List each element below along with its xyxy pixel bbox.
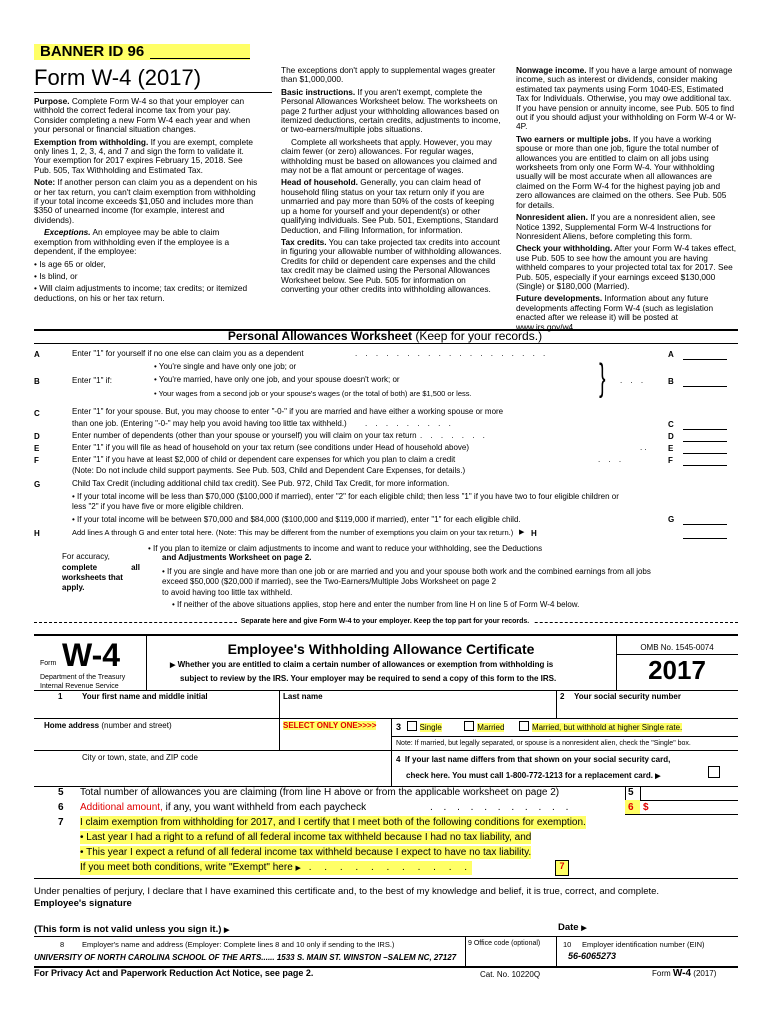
nra-text: If you are a nonresident alien, see Notice 1392, Supplemental Form W-4 Instructions for Nonresident Aliens, before completing this form. — [516, 212, 716, 241]
married-checkbox[interactable] — [464, 721, 474, 731]
single-label: Single — [419, 723, 442, 732]
last-name-label: Last name — [283, 692, 323, 701]
worksheet-title-text: Personal Allowances Worksheet — [227, 329, 412, 343]
line6-rest: if any, you want withheld from each paycheck — [165, 802, 367, 813]
line-letter-d: D — [34, 432, 40, 441]
accuracy-bullet-2c: to avoid having too little tax withheld. — [162, 588, 293, 597]
credits-text: You can take projected tax credits into account in figuring your allowable number of withholding allowances. Credits for child or dependent care expenses and the child tax credit may be claimed using the Personal Allowances Worksheet below. See Pub. 505 for information on converting your other credits into withholding allowances. — [281, 236, 502, 294]
line-g-letter-right: G — [668, 515, 675, 524]
line7-text: I claim exemption from withholding for 2017, and I certify that I meet both of the following conditions for exemption. — [80, 817, 586, 828]
line-a-text: Enter "1" for yourself if no one else can claim you as a dependent — [72, 349, 304, 358]
cert-form-label: Form — [40, 660, 57, 667]
signature-input[interactable] — [34, 910, 554, 924]
exceptions-note: The exceptions don't apply to supplemental wages greater than $1,000,000. — [281, 65, 496, 85]
hoh-text: Generally, you can claim head of household filing status on your tax return only if you are unmarried and pay more than 50% of the costs of keeping up a home for yourself and your dependent(s) or other qualifying individuals. See Pub. 501, Exemptions, Standard Deduction, and Filing Information, for information. — [281, 177, 499, 235]
worksheet-title — [0, 329, 770, 343]
complete-worksheets-text: Complete all worksheets that apply. However, you may claim fewer (or zero) allowances. For regular wages, withholding must be based on allowances you claimed and may not be a flat amount or percentage of wages. — [281, 136, 497, 176]
home-address-bold: Home address — [44, 721, 100, 730]
form-title: Form W-4 (2017) — [34, 65, 202, 90]
line8-number: 8 — [60, 940, 65, 949]
line-g-bullet-1: • If your total income will be less than $70,000 ($100,000 if married), enter "2" for each eligible child; then less "1" if you have two to four eligible children or — [72, 492, 619, 501]
line-e-input[interactable] — [683, 443, 727, 454]
two-earners-text: If you have a working spouse or more than one job, figure the total number of allowances you are entitled to claim on all jobs using worksheets from only one Form W-4. Your withholding usually will be most accurate when all allowances are claimed on the Form W-4 for the highest paying job and zero allowances are claimed on the others. See Pub. 505 for details. — [516, 133, 727, 210]
line10-label: Employer identification number (EIN) — [582, 940, 705, 949]
exempt-input[interactable] — [570, 860, 736, 874]
line6-dots: . . . . . . . . . . . — [430, 802, 573, 813]
exceptions-text: An employee may be able to claim exemption from withholding even if the employee is a dependent, if the employee: — [34, 227, 230, 257]
line-letter-a: A — [34, 350, 40, 359]
line-f-letter-right: F — [668, 456, 673, 465]
line-letter-b: B — [34, 377, 40, 386]
line-b-option-2: • You're married, have only one job, and your spouse doesn't work; or — [154, 375, 400, 384]
married-higher-label: Married, but withhold at higher Single rate. — [531, 723, 683, 732]
line-b-option-3: • Your wages from a second job or your spouse's wages (or the total of both) are $1,500 or less. — [154, 389, 472, 398]
accuracy-all: all — [131, 563, 140, 572]
exemption-text: If you are exempt, complete only lines 1, 2, 3, 4, and 7 and sign the form to validate it. Your exemption for 2017 expires February 15, 2018. See Pub. 505, Tax Withholding and Estimated Tax. — [34, 136, 254, 175]
banner-underline — [150, 58, 250, 59]
triangle-right-icon: ▶ — [224, 927, 230, 934]
line9-label: 9 Office code (optional) — [468, 940, 541, 947]
line-e-dots: . . — [640, 443, 647, 452]
line1-top-rule — [34, 690, 738, 691]
home-address-label: Home address (number and street) — [44, 721, 172, 730]
line7-number: 7 — [58, 817, 64, 828]
nonwage-text: If you have a large amount of nonwage income, such as interest or dividends, consider making estimated tax payments using Form 1040-ES, Estimated Tax for Individuals. Otherwise, you may owe additional tax. If you have pension or annuity income, see Pub. 505 to find out if you should adjust your withholding on Form W-4 or W-4P. — [516, 65, 737, 132]
line-g-input[interactable] — [683, 514, 727, 525]
line-a-label: A — [668, 350, 674, 359]
perjury-statement: Under penalties of perjury, I declare that I have examined this certificate and, to the best of my knowledge and belief, it is true, correct, and complete. — [34, 886, 660, 897]
signature-note — [34, 924, 229, 935]
line-e-text: Enter "1" if you will file as head of household on your tax return (see conditions under Head of household above) — [72, 443, 470, 452]
filing-status-row — [396, 721, 682, 734]
basic-title: Basic instructions. — [281, 86, 356, 97]
triangle-right-icon: ▶ — [655, 773, 661, 780]
accuracy-bullet-2: • If you are single and have more than one job or are married and you and your spouse both work and the combined earnings from all jobs — [162, 567, 651, 576]
line7-bullet-2: • This year I expect a refund of all federal income tax withheld because I expect to have no tax liability. — [80, 847, 532, 858]
cert-year: 2017 — [648, 655, 706, 685]
triangle-right-icon: ▶ — [581, 925, 587, 932]
signature-note-text: (This form is not valid unless you sign it.) — [34, 924, 222, 935]
line-d-input[interactable] — [683, 431, 727, 442]
separator-label: Separate here and give Form W-4 to your employer. Keep the top part for your records. — [237, 618, 533, 625]
line-letter-e: E — [34, 444, 40, 453]
accuracy-bullet-3: • If neither of the above situations applies, stop here and enter the number from line H on line 5 of Form W-4 below. — [172, 600, 580, 609]
date-label — [558, 922, 587, 933]
cert-dept-1: Department of the Treasury — [40, 674, 126, 681]
bullet-age: • Is age 65 or older, — [34, 258, 106, 269]
brace-icon: } — [599, 357, 606, 399]
accuracy-line-3: worksheets that — [62, 573, 123, 582]
line5-number: 5 — [58, 787, 64, 798]
line6-number: 6 — [58, 802, 64, 813]
line-letter-c: C — [34, 409, 40, 418]
future-title: Future developments. — [516, 293, 603, 304]
instructions-col3 — [516, 66, 738, 335]
line-b-option-1: • You're single and have only one job; or — [154, 362, 297, 371]
instructions-col1 — [34, 97, 258, 306]
line-letter-h: H — [34, 529, 40, 538]
married-label: Married — [477, 723, 505, 732]
line-b-dots: . . . — [620, 376, 647, 385]
two-earners-title: Two earners or multiple jobs. — [516, 133, 631, 144]
date-input[interactable] — [600, 920, 736, 934]
line-b-label: Enter "1" if: — [72, 376, 112, 385]
home-address-input[interactable] — [34, 732, 278, 746]
note-title: Note: — [34, 177, 56, 188]
line-d-text: Enter number of dependents (other than your spouse or yourself) you will claim on your tax return — [72, 431, 417, 440]
triangle-right-icon: ▶ — [295, 865, 301, 872]
line-c-dots: . . . . . . . . . — [365, 419, 454, 428]
line-f-text-2: (Note: Do not include child support payments. See Pub. 503, Child and Dependent Care Expenses, for details.) — [72, 466, 466, 475]
line-b-input[interactable] — [683, 376, 727, 387]
footer-form-id — [652, 968, 716, 979]
line3-divider-2 — [391, 718, 392, 750]
line1-number: 1 — [58, 692, 63, 701]
cert-top-rule — [34, 634, 738, 636]
credits-title: Tax credits. — [281, 236, 327, 247]
city-input[interactable] — [34, 764, 388, 780]
line6-additional-amount: Additional amount, — [80, 802, 163, 813]
line-b-letter-right: B — [668, 377, 674, 386]
line8-label: Employer's name and address (Employer: Complete lines 8 and 10 only if sending to the IRS.) — [82, 940, 395, 949]
exemption-title: Exemption from withholding. — [34, 136, 149, 147]
omb-number: OMB No. 1545-0074 — [640, 643, 714, 652]
line10-divider — [556, 936, 557, 966]
line-g-bullet-2: • If your total income will be between $70,000 and $84,000 ($100,000 and $119,000 if married), enter "1" for each eligible child. — [72, 515, 521, 524]
perjury-top-rule — [34, 878, 738, 879]
line-f-dots: . . . — [598, 455, 625, 464]
cert-subtitle-1 — [170, 660, 553, 669]
note-text: If another person can claim you as a dependent on his or her tax return, you can't claim exemption from withholding if your total income exceeds $1,050 and includes more than $350 of unearned income (for example, interest and dividends). — [34, 177, 258, 225]
line4-top-rule — [34, 750, 738, 751]
bullet-adjustments: • Will claim adjustments to income; tax credits; or itemized deductions, on his or her tax return. — [34, 283, 248, 303]
worksheet-title-rule — [34, 343, 738, 344]
line-letter-f: F — [34, 456, 39, 465]
accuracy-bullet-1b: and Adjustments Worksheet on page 2. — [162, 553, 312, 562]
title-rule — [34, 92, 272, 93]
additional-amount-input[interactable] — [654, 800, 736, 814]
bullet-blind: • Is blind, or — [34, 270, 78, 281]
hoh-title: Head of household. — [281, 177, 358, 188]
ssn-input[interactable] — [560, 702, 736, 716]
married-higher-checkbox[interactable] — [519, 721, 529, 731]
privacy-notice: For Privacy Act and Paperwork Reduction Act Notice, see page 2. — [34, 968, 314, 978]
line4-divider — [391, 750, 392, 786]
line-h-input[interactable] — [683, 528, 727, 539]
line7-conditions: If you meet both conditions, write "Exempt" here ▶ . . . . . . . . . . . — [80, 862, 473, 873]
line3-top-rule — [34, 718, 738, 719]
line7-box-label: 7 — [555, 860, 569, 876]
employee-signature-label: Employee's signature — [34, 898, 132, 909]
line7-bullet-1: • Last year I had a right to a refund of all federal income tax withheld because I had no tax liability, and — [80, 832, 532, 843]
line-c-letter-right: C — [668, 420, 674, 429]
line-c-text-1: Enter "1" for your spouse. But, you may choose to enter "-0-" if you are married and have either a working spouse or more — [72, 407, 504, 416]
accuracy-line-2 — [62, 563, 140, 573]
line6-box-label: 6 — [628, 802, 634, 813]
date-label-text: Date — [558, 922, 579, 933]
employer-ein[interactable]: 56-6065273 — [568, 951, 617, 961]
name-differs-checkbox[interactable] — [708, 766, 720, 778]
line1-label: Your first name and middle initial — [82, 692, 208, 701]
line8-top-rule — [34, 936, 738, 937]
separator-text — [0, 618, 770, 625]
banner-id: BANNER ID 96 — [40, 43, 145, 60]
line9-divider — [465, 936, 466, 966]
line4-text-1-content: If your last name differs from that shown on your social security card, — [404, 755, 671, 764]
last-name-input[interactable] — [282, 702, 552, 716]
line-e-letter-right: E — [668, 444, 674, 453]
line-c-text-2: than one job. (Entering "-0-" may help you avoid having too little tax withheld.) — [72, 419, 347, 428]
line-letter-g: G — [34, 480, 41, 489]
line4-number: 4 — [396, 755, 401, 764]
accuracy-bullet-1: • If you plan to itemize or claim adjustments to income and want to reduce your withholding, see the Deductions — [148, 544, 543, 553]
line5-box-label: 5 — [628, 787, 634, 798]
city-label: City or town, state, and ZIP code — [82, 753, 198, 762]
line2-divider — [556, 690, 557, 718]
accuracy-complete: complete — [62, 563, 98, 572]
purpose-text: Complete Form W-4 so that your employer can withhold the correct federal income tax from your pay. Consider completing a new Form W-4 each year and when your personal or financial situation changes. — [34, 96, 251, 135]
line3-divider — [279, 718, 280, 750]
line-h-letter-right: H — [531, 529, 537, 538]
line3-sub-rule — [391, 736, 738, 737]
line-h-text: Add lines A through G and enter total here. (Note: This may be different from the number of exemptions you claim on your tax return.) — [72, 528, 514, 537]
footer-form-label: Form — [652, 969, 671, 978]
line3-number: 3 — [396, 722, 402, 732]
line-f-input[interactable] — [683, 455, 727, 466]
arrow-right-icon: ▶ — [519, 529, 525, 536]
line-a-input[interactable] — [683, 349, 727, 360]
line-a-dots: . . . . . . . . . . . . . . . . . . . — [355, 349, 549, 358]
future-text: Information about any future developments affecting Form W-4 (such as legislation enacted after we release it) will be posted at www.irs.gov/w4. — [516, 293, 714, 332]
line3-note: Note: If married, but legally separated, or spouse is a nonresident alien, check the "Single" box. — [396, 740, 691, 747]
triangle-right-icon: ▶ — [170, 662, 176, 669]
footer-year: (2017) — [693, 969, 717, 978]
accuracy-line-1: For accuracy, — [62, 552, 110, 561]
line-d-letter-right: D — [668, 432, 674, 441]
line6-text — [80, 802, 366, 813]
worksheet-subtitle: (Keep for your records.) — [415, 329, 543, 343]
single-checkbox[interactable] — [407, 721, 417, 731]
accuracy-bullet-2b: exceed $50,000 ($20,000 if married), see the Two-Earners/Multiple Jobs Worksheet on page 2 — [162, 577, 497, 586]
catalog-number: Cat. No. 10220Q — [480, 970, 541, 979]
dollar-sign: $ — [643, 802, 649, 813]
allowances-input[interactable] — [642, 786, 736, 800]
check-title: Check your withholding. — [516, 243, 613, 254]
line7-conditions-text: If you meet both conditions, write "Exempt" here — [80, 862, 293, 873]
line1-divider — [279, 690, 280, 718]
instructions-col2 — [281, 66, 503, 297]
purpose-title: Purpose. — [34, 96, 70, 106]
line-f-text-1: Enter "1" if you have at least $2,000 of child or dependent care expenses for which you plan to claim a credit — [72, 455, 456, 464]
check-text: After your Form W-4 takes effect, use Pub. 505 to see how the amount you are having withheld compares to your projected total tax for 2017. See Pub. 505, especially if your earnings exceed $130,000 (Single) or $180,000 (Married). — [516, 243, 737, 291]
line10-number: 10 — [563, 940, 572, 949]
line4-text-2-content: check here. You must call 1-800-772-1213 for a replacement card. — [406, 771, 653, 780]
cert-form-number: W-4 — [62, 637, 121, 673]
footer-w4: W-4 — [672, 968, 692, 979]
line-c-input[interactable] — [683, 419, 727, 430]
accuracy-line-4: apply. — [62, 583, 85, 592]
line-g-text: Child Tax Credit (including additional child tax credit). See Pub. 972, Child Tax Credit, for more information. — [72, 479, 450, 488]
line4-text-2 — [406, 771, 661, 780]
cert-subtitle-2: subject to review by the IRS. Your employer may be required to send a copy of this form to the IRS. — [180, 674, 557, 683]
cert-title: Employee's Withholding Allowance Certificate — [227, 641, 535, 657]
line2-number: 2 — [560, 692, 565, 701]
line6-bottom-rule — [625, 814, 738, 815]
line5-text: Total number of allowances you are claiming (from line H above or from the applicable worksheet on page 2) — [80, 787, 560, 798]
nra-title: Nonresident alien. — [516, 212, 588, 223]
exceptions-title: Exceptions. — [44, 227, 91, 238]
line5-box — [625, 786, 641, 800]
employer-name-address[interactable]: UNIVERSITY OF NORTH CAROLINA SCHOOL OF THE ARTS...... 1533 S. MAIN ST. WINSTON –SALEM NC, 27127 — [34, 953, 457, 962]
nonwage-title: Nonwage income. — [516, 65, 587, 75]
basic-text: If you aren't exempt, complete the Personal Allowances Worksheet below. The worksheets on page 2 further adjust your withholding allowances based on itemized deductions, certain credits, adjustments to income, or two-earners/multiple jobs situations. — [281, 86, 501, 135]
ssn-label: Your social security number — [574, 692, 681, 701]
cert-dept-2: Internal Revenue Service — [40, 683, 119, 690]
line4-text-1 — [396, 755, 670, 764]
line-g-bullet-1b: less "2" if you have five or more eligible children. — [72, 502, 244, 511]
first-name-input[interactable] — [80, 702, 276, 716]
cert-subtitle-1-text: Whether you are entitled to claim a certain number of allowances or exemption from withholding is — [177, 660, 554, 669]
select-only-one: SELECT ONLY ONE>>>> — [283, 721, 377, 730]
line-d-dots: . . . . . . . — [420, 431, 488, 440]
